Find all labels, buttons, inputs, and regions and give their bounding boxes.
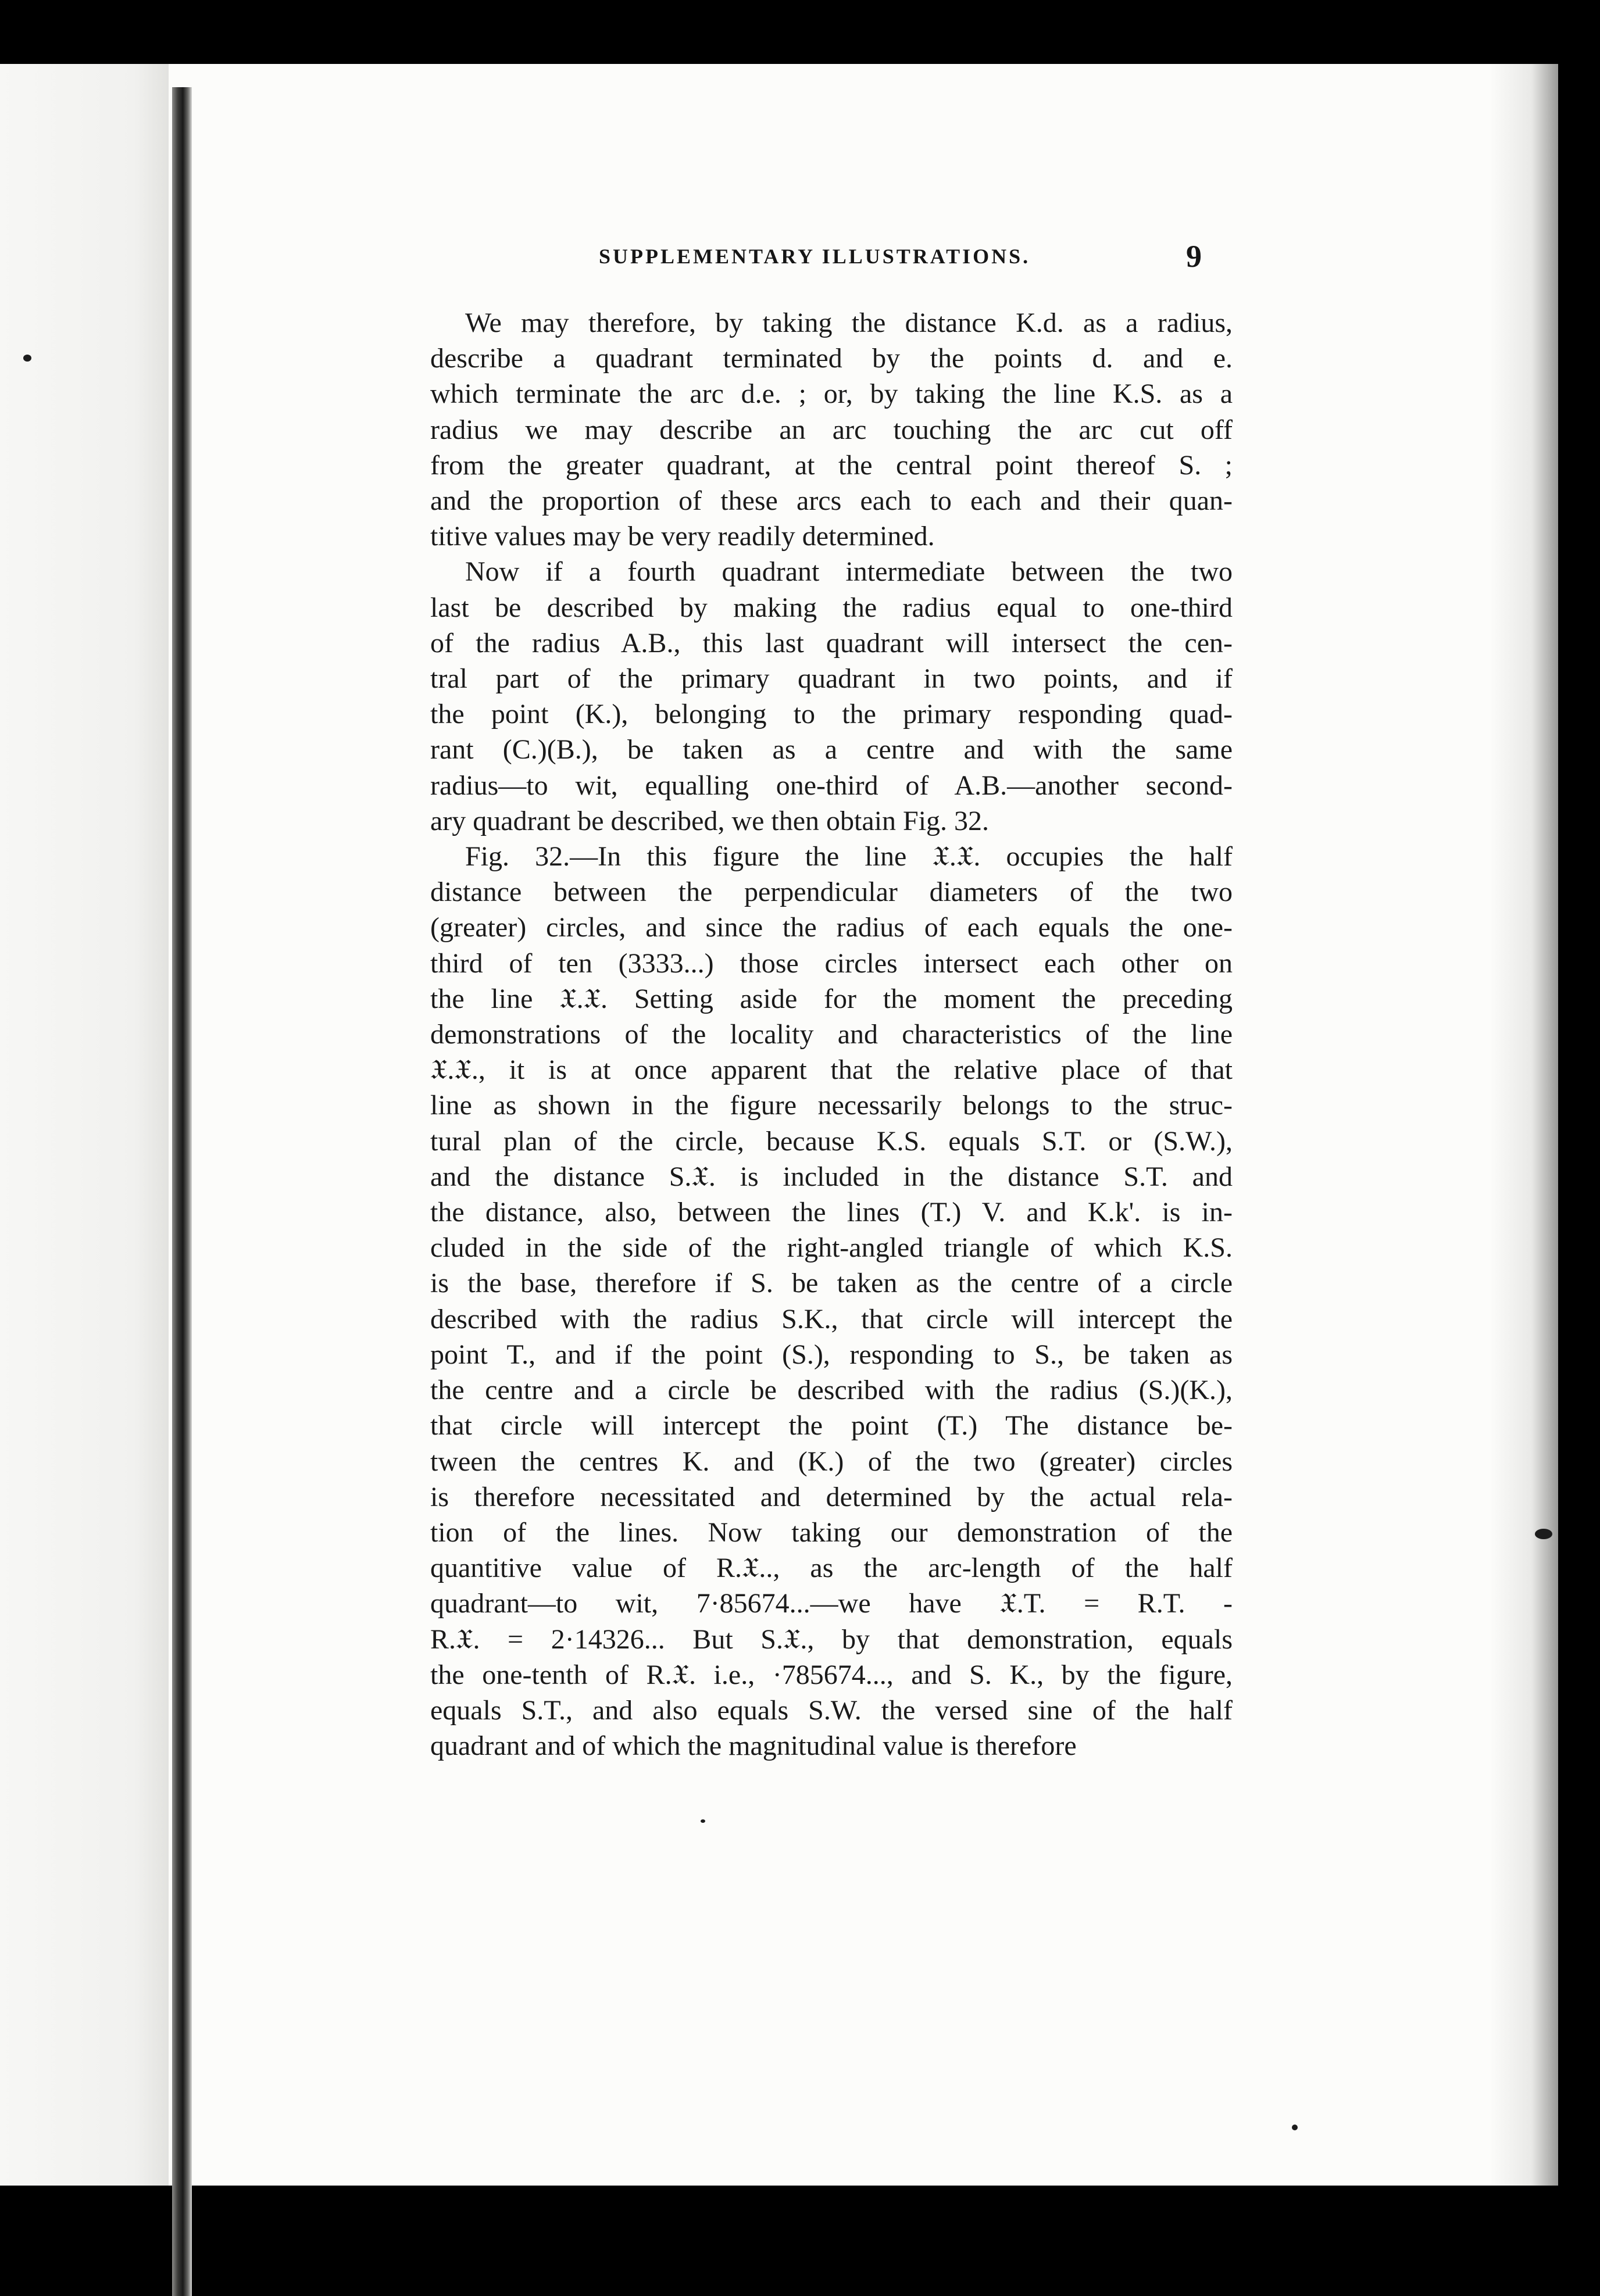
text-line: quantitive value of R.𝔛.., as the arc-length of the half — [430, 1553, 1233, 1584]
text-line: demonstrations of the locality and characteristics of the line — [430, 1019, 1233, 1050]
text-line: tween the centres K. and (K.) of the two (greater) circles — [430, 1446, 1233, 1477]
body-text — [430, 305, 1233, 1764]
text-line: last be described by making the radius equal to one-third — [430, 592, 1233, 623]
ink-speck — [701, 1819, 705, 1823]
text-line: titive values may be very readily determined. — [430, 521, 935, 552]
text-line: distance between the perpendicular diameters of the two — [430, 877, 1233, 908]
text-line: and the distance S.𝔛. is included in the distance S.T. and — [430, 1161, 1233, 1192]
ink-speck — [1535, 1529, 1552, 1539]
text-line: the line 𝔛.𝔛. Setting aside for the moment the preceding — [430, 983, 1233, 1014]
text-line: Fig. 32.—In this figure the line 𝔛.𝔛. occupies the half — [465, 841, 1233, 872]
text-line: R.𝔛. = 2·14326... But S.𝔛., by that demonstration, equals — [430, 1623, 1233, 1655]
text-line: from the greater quadrant, at the central point thereof S. ; — [430, 449, 1233, 481]
paragraph — [430, 305, 1233, 554]
page-number: 9 — [1186, 239, 1202, 274]
text-line: that circle will intercept the point (T.) The distance be- — [430, 1410, 1233, 1442]
text-line: Now if a fourth quadrant intermediate between the two — [465, 556, 1233, 588]
facing-page-edge — [0, 64, 169, 2186]
running-head: SUPPLEMENTARY ILLUSTRATIONS. — [599, 245, 1031, 268]
text-line: tion of the lines. Now taking our demonstration of the — [430, 1517, 1233, 1548]
text-line: cluded in the side of the right-angled triangle of which K.S. — [430, 1232, 1233, 1264]
text-line: quadrant—to wit, 7·85674...—we have 𝔛.T. = R.T. - — [430, 1588, 1233, 1619]
text-line: radius—to wit, equalling one-third of A.B.—another second- — [430, 770, 1233, 801]
text-line: tral part of the primary quadrant in two points, and if — [430, 663, 1233, 695]
text-line: of the radius A.B., this last quadrant will intersect the cen- — [430, 627, 1233, 659]
text-line: third of ten (3333...) those circles intersect each other on — [430, 947, 1233, 979]
text-line: point T., and if the point (S.), responding to S., be taken as — [430, 1339, 1233, 1370]
binding-fold — [172, 87, 192, 2296]
text-line: which terminate the arc d.e. ; or, by taking the line K.S. as a — [430, 378, 1233, 410]
text-line: 𝔛.𝔛., it is at once apparent that the relative place of that — [430, 1054, 1233, 1086]
text-line: the one-tenth of R.𝔛. i.e., ·785674..., and S. K., by the figure, — [430, 1659, 1233, 1690]
text-line: ary quadrant be described, we then obtain Fig. 32. — [430, 805, 990, 836]
ink-speck — [23, 355, 31, 362]
text-line: describe a quadrant terminated by the points d. and e. — [430, 343, 1233, 374]
text-line: equals S.T., and also equals S.W. the versed sine of the half — [430, 1694, 1233, 1726]
text-line: is therefore necessitated and determined by the actual rela- — [430, 1481, 1233, 1512]
text-line: rant (C.)(B.), be taken as a centre and with the same — [430, 734, 1233, 766]
text-line: described with the radius S.K., that circle will intercept the — [430, 1303, 1233, 1335]
text-line: radius we may describe an arc touching the arc cut off — [430, 414, 1233, 445]
text-line: the point (K.), belonging to the primary responding quad- — [430, 699, 1233, 730]
text-line: the distance, also, between the lines (T.) V. and K.k'. is in- — [430, 1197, 1233, 1228]
text-line: quadrant and of which the magnitudinal value is therefore — [430, 1730, 1077, 1762]
paragraph — [430, 839, 1233, 1764]
text-line: (greater) circles, and since the radius of each equals the one- — [430, 912, 1233, 943]
ink-speck — [1292, 2125, 1298, 2130]
text-line: the centre and a circle be described with the radius (S.)(K.), — [430, 1375, 1233, 1406]
paragraph — [430, 554, 1233, 839]
page-right-edge — [1491, 64, 1558, 2186]
text-line: line as shown in the figure necessarily belongs to the struc- — [430, 1090, 1233, 1121]
text-line: is the base, therefore if S. be taken as the centre of a circle — [430, 1268, 1233, 1299]
text-line: tural plan of the circle, because K.S. equals S.T. or (S.W.), — [430, 1125, 1233, 1157]
text-line: and the proportion of these arcs each to each and their quan- — [430, 485, 1233, 517]
text-line: We may therefore, by taking the distance K.d. as a radius, — [465, 307, 1233, 338]
